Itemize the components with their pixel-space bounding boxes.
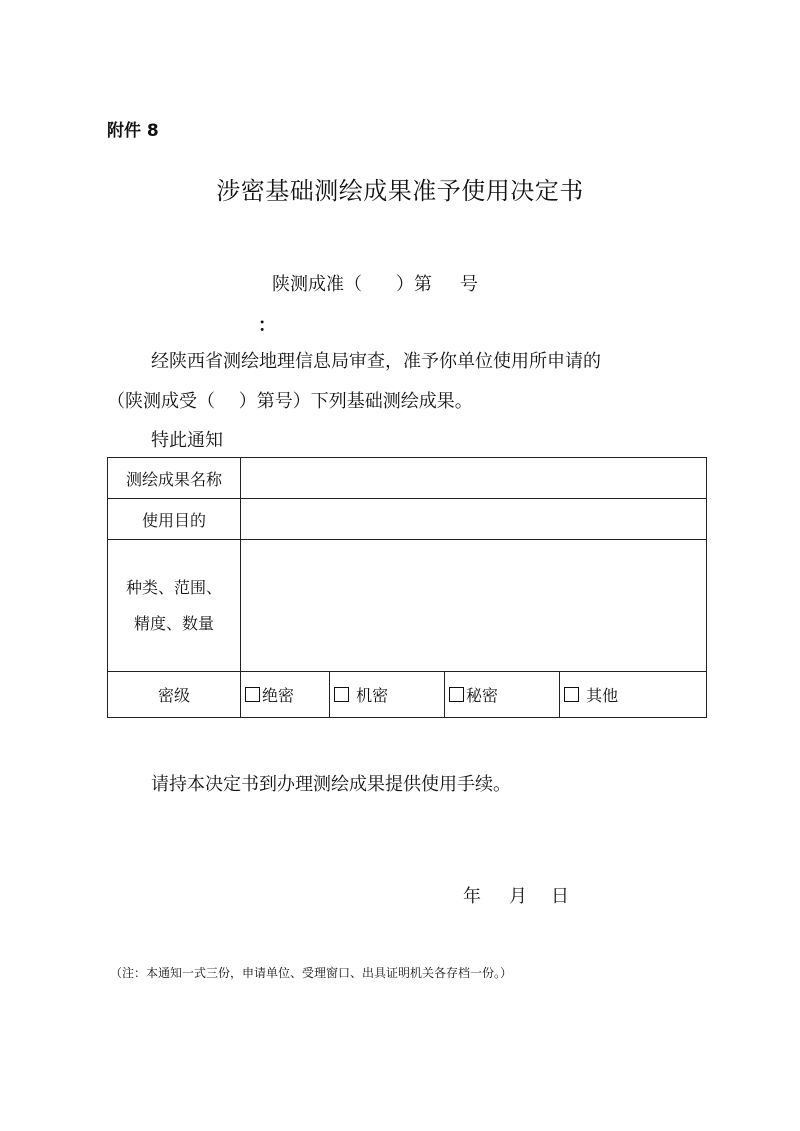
document-number [272,270,478,296]
classification-option-secret[interactable] [445,672,560,718]
achievement-name-field[interactable] [241,458,707,499]
instruction-text: 请持本决定书到办理测绘成果提供使用手续。 [151,774,511,795]
doc-number-suffix: 号 [460,274,478,295]
date-day: 日 [551,886,569,907]
table-row [108,458,707,499]
classification-option-other[interactable] [560,672,707,718]
row-label-achievement-name: 测绘成果名称 [108,458,241,499]
body-paragraph-1: 经陕西省测绘地理信息局审查，准予你单位使用所申请的 [151,351,601,372]
body-paragraph-2: （陕测成受（ ）第号）下列基础测绘成果。 [107,391,473,412]
checkbox-icon[interactable] [449,687,464,702]
classification-option-confidential[interactable] [330,672,445,718]
doc-number-bracket-close: ）第 [396,274,432,295]
attachment-label: 附件 8 [107,121,159,141]
document-title: 涉密基础测绘成果准予使用决定书 [216,177,584,205]
row-label-classification: 密级 [108,672,241,718]
date-month: 月 [509,886,527,907]
doc-number-prefix: 陕测成准（ [272,274,362,295]
table-row [108,499,707,540]
notice-text: 特此通知 [151,430,223,451]
footnote: （注：本通知一式三份，申请单位、受理窗口、出具证明机关各存档一份。） [110,966,513,980]
table-row [108,672,707,718]
row-label-type-scope [108,540,241,672]
checkbox-icon[interactable] [245,687,260,702]
option-label: 秘密 [466,686,499,705]
classification-option-top-secret[interactable] [241,672,330,718]
checkbox-icon[interactable] [334,687,349,702]
checkbox-icon[interactable] [564,687,579,702]
table-row [108,540,707,672]
info-table [107,457,707,718]
option-label: 绝密 [262,686,295,705]
type-scope-field[interactable] [241,540,707,672]
option-label: 其他 [586,686,619,705]
recipient-colon: ： [258,315,276,336]
date-year: 年 [463,886,481,907]
type-scope-label-line1: 种类、范围、 [125,577,222,597]
date-line [463,882,569,908]
purpose-field[interactable] [241,499,707,540]
row-label-purpose: 使用目的 [108,499,241,540]
option-label: 机密 [356,686,389,705]
type-scope-label-line2: 精度、数量 [133,613,214,633]
